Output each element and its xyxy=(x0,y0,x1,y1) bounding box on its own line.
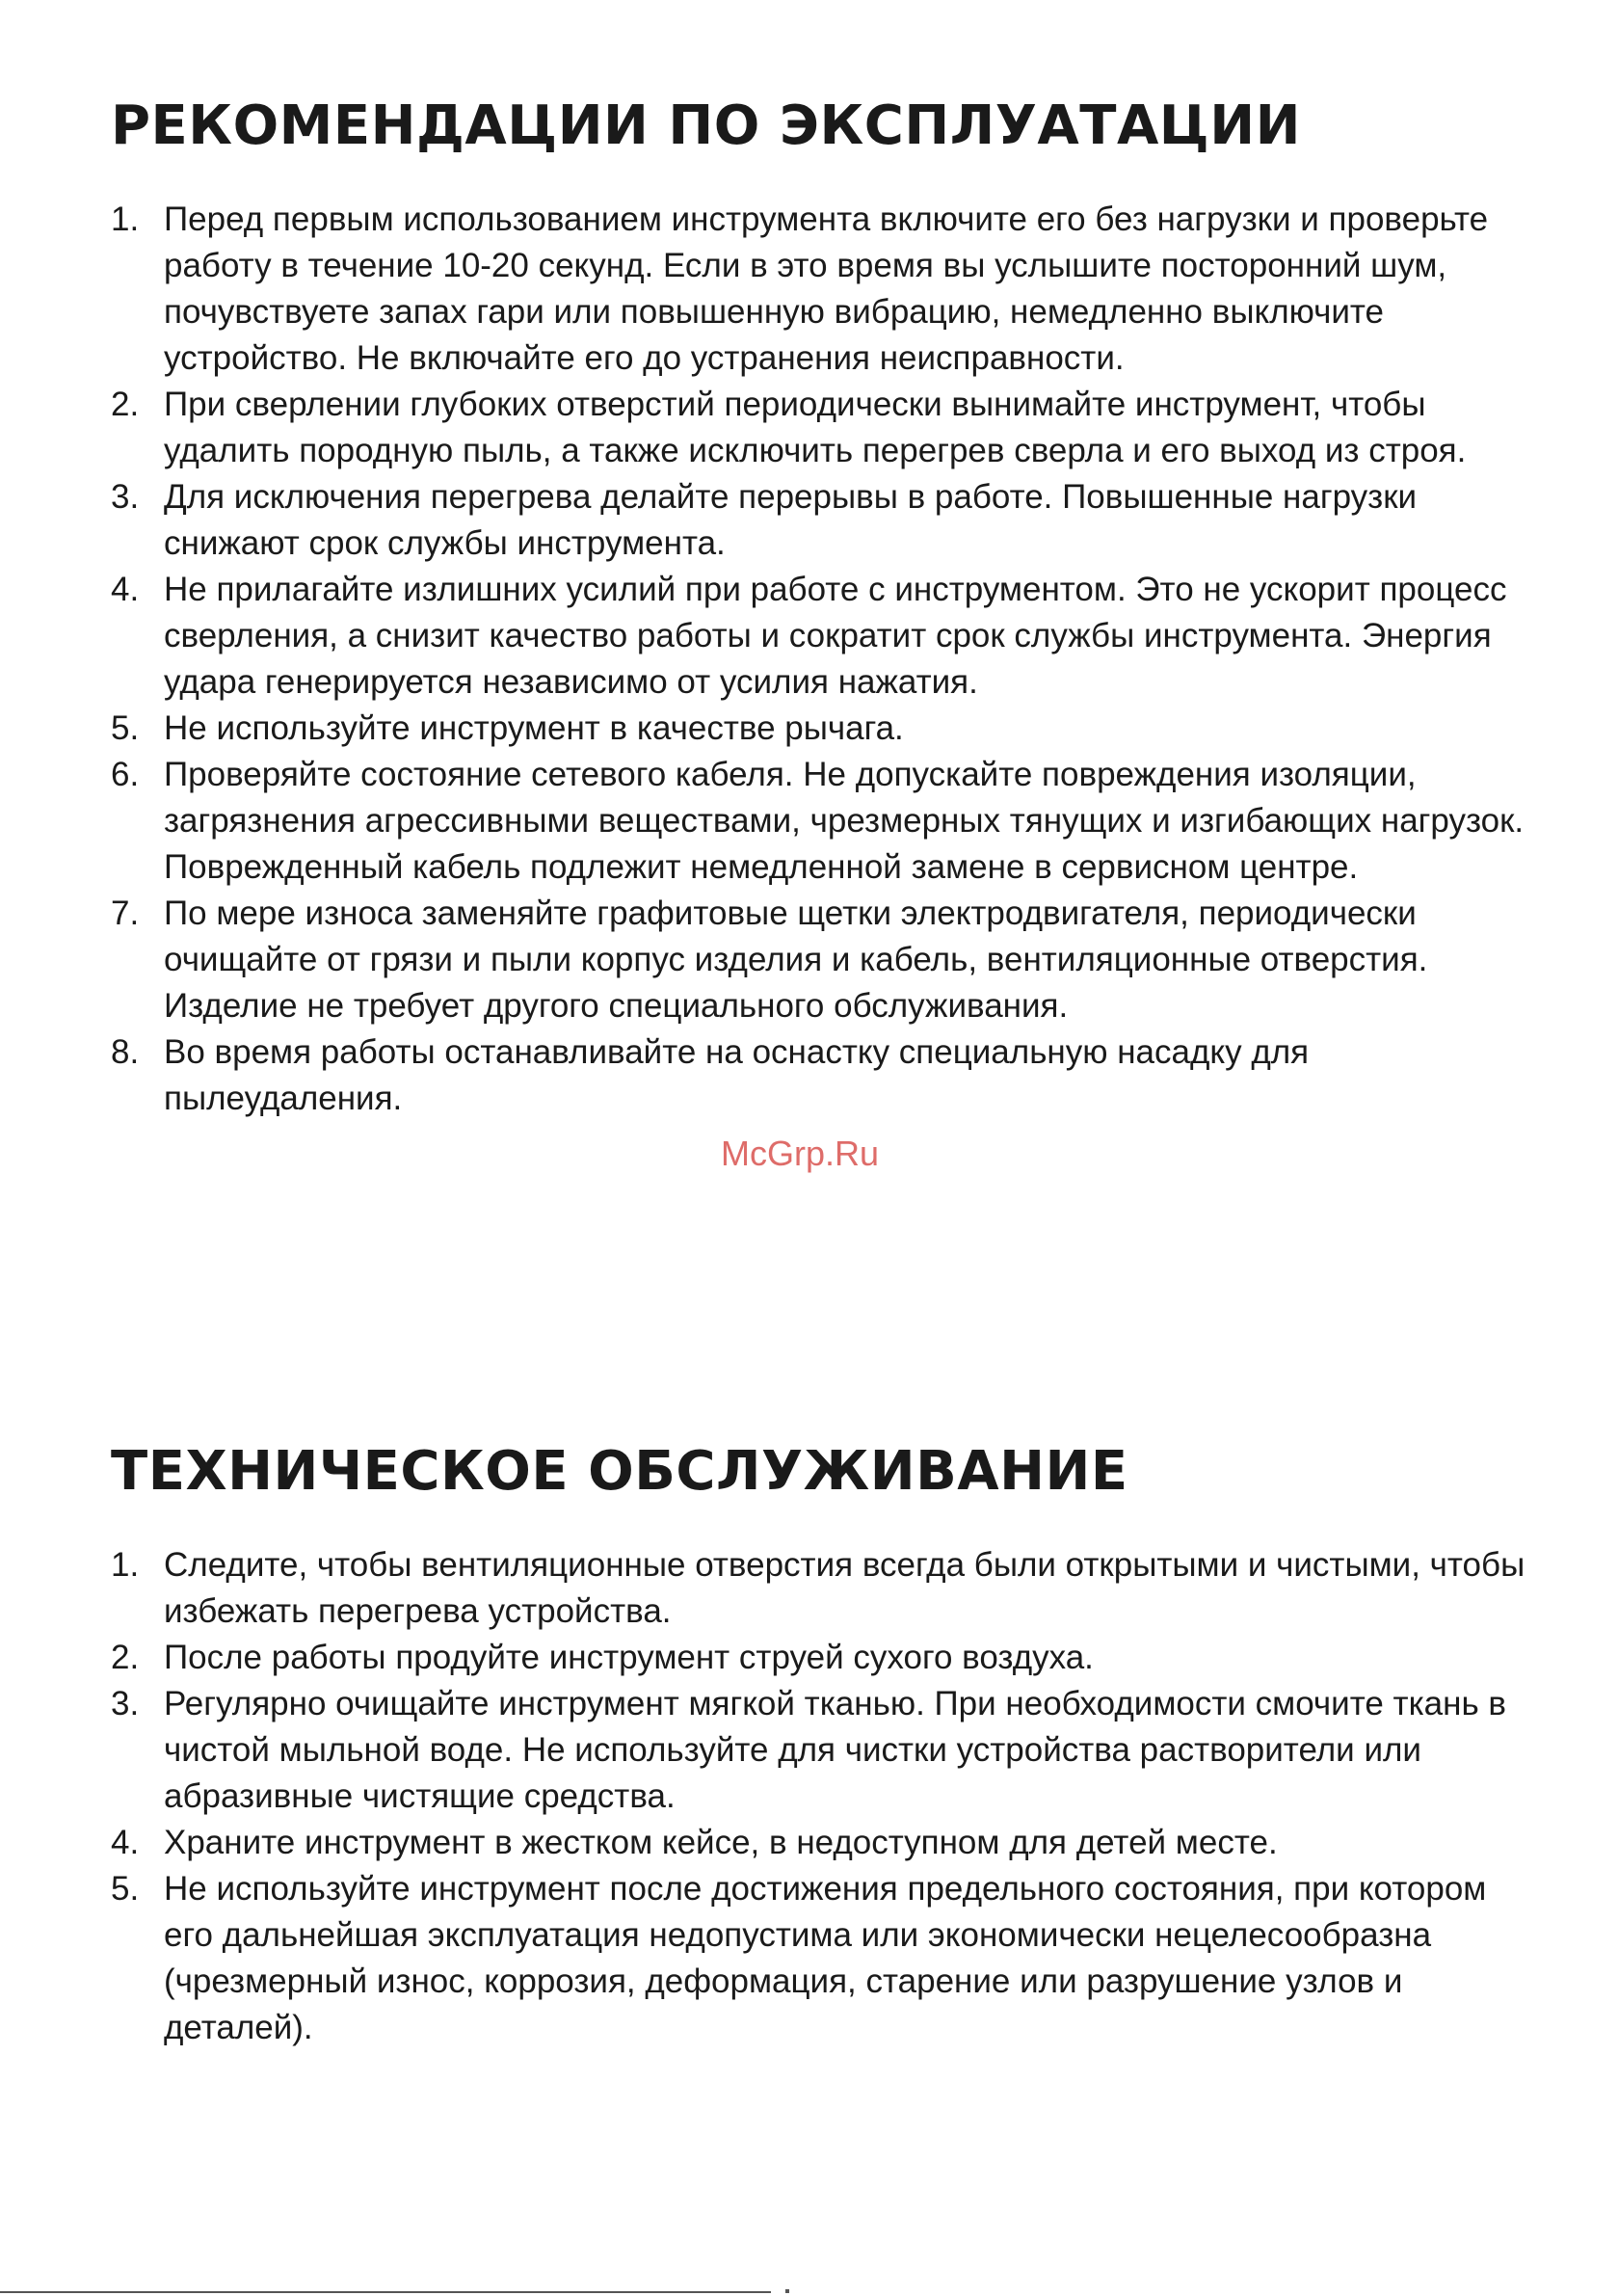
list-item xyxy=(111,1635,1527,1681)
item-number: 6. xyxy=(111,755,140,793)
list-item xyxy=(111,752,1527,891)
list-item xyxy=(111,474,1527,567)
item-number: 5. xyxy=(111,1869,140,1908)
list-item xyxy=(111,891,1527,1029)
item-text: Следите, чтобы вентиляционные отверстия всегда были открытыми и чистыми, чтобы избежать перегрева устройства. xyxy=(164,1545,1525,1630)
item-number: 3. xyxy=(111,477,140,516)
item-number: 4. xyxy=(111,570,140,608)
item-number: 4. xyxy=(111,1823,140,1861)
footer-divider xyxy=(0,2291,771,2293)
item-number: 7. xyxy=(111,894,140,932)
footer-mark xyxy=(785,2289,789,2293)
item-text: По мере износа заменяйте графитовые щетки электродвигателя, периодически очищайте от грязи и пыли корпус изделия и кабель, вентиляционные отверстия. Изделие не требует другого специального обслуживания. xyxy=(164,894,1428,1025)
recommendations-list xyxy=(111,197,1527,1122)
maintenance-section xyxy=(111,1442,1527,2051)
item-number: 3. xyxy=(111,1684,140,1722)
item-number: 2. xyxy=(111,1638,140,1676)
list-item xyxy=(111,382,1527,474)
item-text: Во время работы останавливайте на оснастку специальную насадку для пылеудаления. xyxy=(164,1032,1310,1117)
item-number: 5. xyxy=(111,708,140,747)
list-item xyxy=(111,197,1527,382)
item-text: Для исключения перегрева делайте перерывы в работе. Повышенные нагрузки снижают срок службы инструмента. xyxy=(164,477,1418,562)
item-number: 1. xyxy=(111,1545,140,1584)
watermark: McGrp.Ru xyxy=(721,1134,880,1173)
list-item xyxy=(111,706,1527,752)
maintenance-list xyxy=(111,1542,1527,2051)
item-text: После работы продуйте инструмент струей сухого воздуха. xyxy=(164,1638,1094,1676)
section-title: ТЕХНИЧЕСКОЕ ОБСЛУЖИВАНИЕ xyxy=(111,1440,1128,1503)
item-text: Не прилагайте излишних усилий при работе с инструментом. Это не ускорит процесс сверления, а снизит качество работы и сократит срок службы инструмента. Энергия удара генерируется независимо от усилия нажатия. xyxy=(164,570,1507,701)
list-item xyxy=(111,1681,1527,1820)
item-text: Перед первым использованием инструмента включите его без нагрузки и проверьте работу в течение 10-20 секунд. Если в это время вы услышите посторонний шум, почувствуете запах гари или повышенную вибрацию, немедленно выключите устройство. Не включайте его до устранения неисправности. xyxy=(164,200,1489,377)
list-item xyxy=(111,1820,1527,1866)
list-item xyxy=(111,567,1527,706)
item-text: Не используйте инструмент в качестве рычага. xyxy=(164,708,904,747)
list-item xyxy=(111,1542,1527,1635)
item-text: При сверлении глубоких отверстий периодически вынимайте инструмент, чтобы удалить породную пыль, а также исключить перегрев сверла и его выход из строя. xyxy=(164,385,1467,469)
section-title: РЕКОМЕНДАЦИИ ПО ЭКСПЛУАТАЦИИ xyxy=(111,94,1301,157)
item-text: Храните инструмент в жестком кейсе, в недоступном для детей месте. xyxy=(164,1823,1278,1861)
item-number: 8. xyxy=(111,1032,140,1071)
item-number: 1. xyxy=(111,200,140,238)
item-text: Проверяйте состояние сетевого кабеля. Не допускайте повреждения изоляции, загрязнения агрессивными веществами, чрезмерных тянущих и изгибающих нагрузок. Поврежденный кабель подлежит немедленной замене в сервисном центре. xyxy=(164,755,1525,886)
list-item xyxy=(111,1029,1527,1122)
item-number: 2. xyxy=(111,385,140,423)
item-text: Регулярно очищайте инструмент мягкой тканью. При необходимости смочите ткань в чистой мыльной воде. Не используйте для чистки устройства растворители или абразивные чистящие средства. xyxy=(164,1684,1506,1815)
operation-recommendations-section xyxy=(111,96,1527,1122)
item-text: Не используйте инструмент после достижения предельного состояния, при котором его дальнейшая эксплуатация недопустима или экономически нецелесообразна (чрезмерный износ, коррозия, деформация, старение или разрушение узлов и деталей). xyxy=(164,1869,1487,2046)
list-item xyxy=(111,1866,1527,2051)
